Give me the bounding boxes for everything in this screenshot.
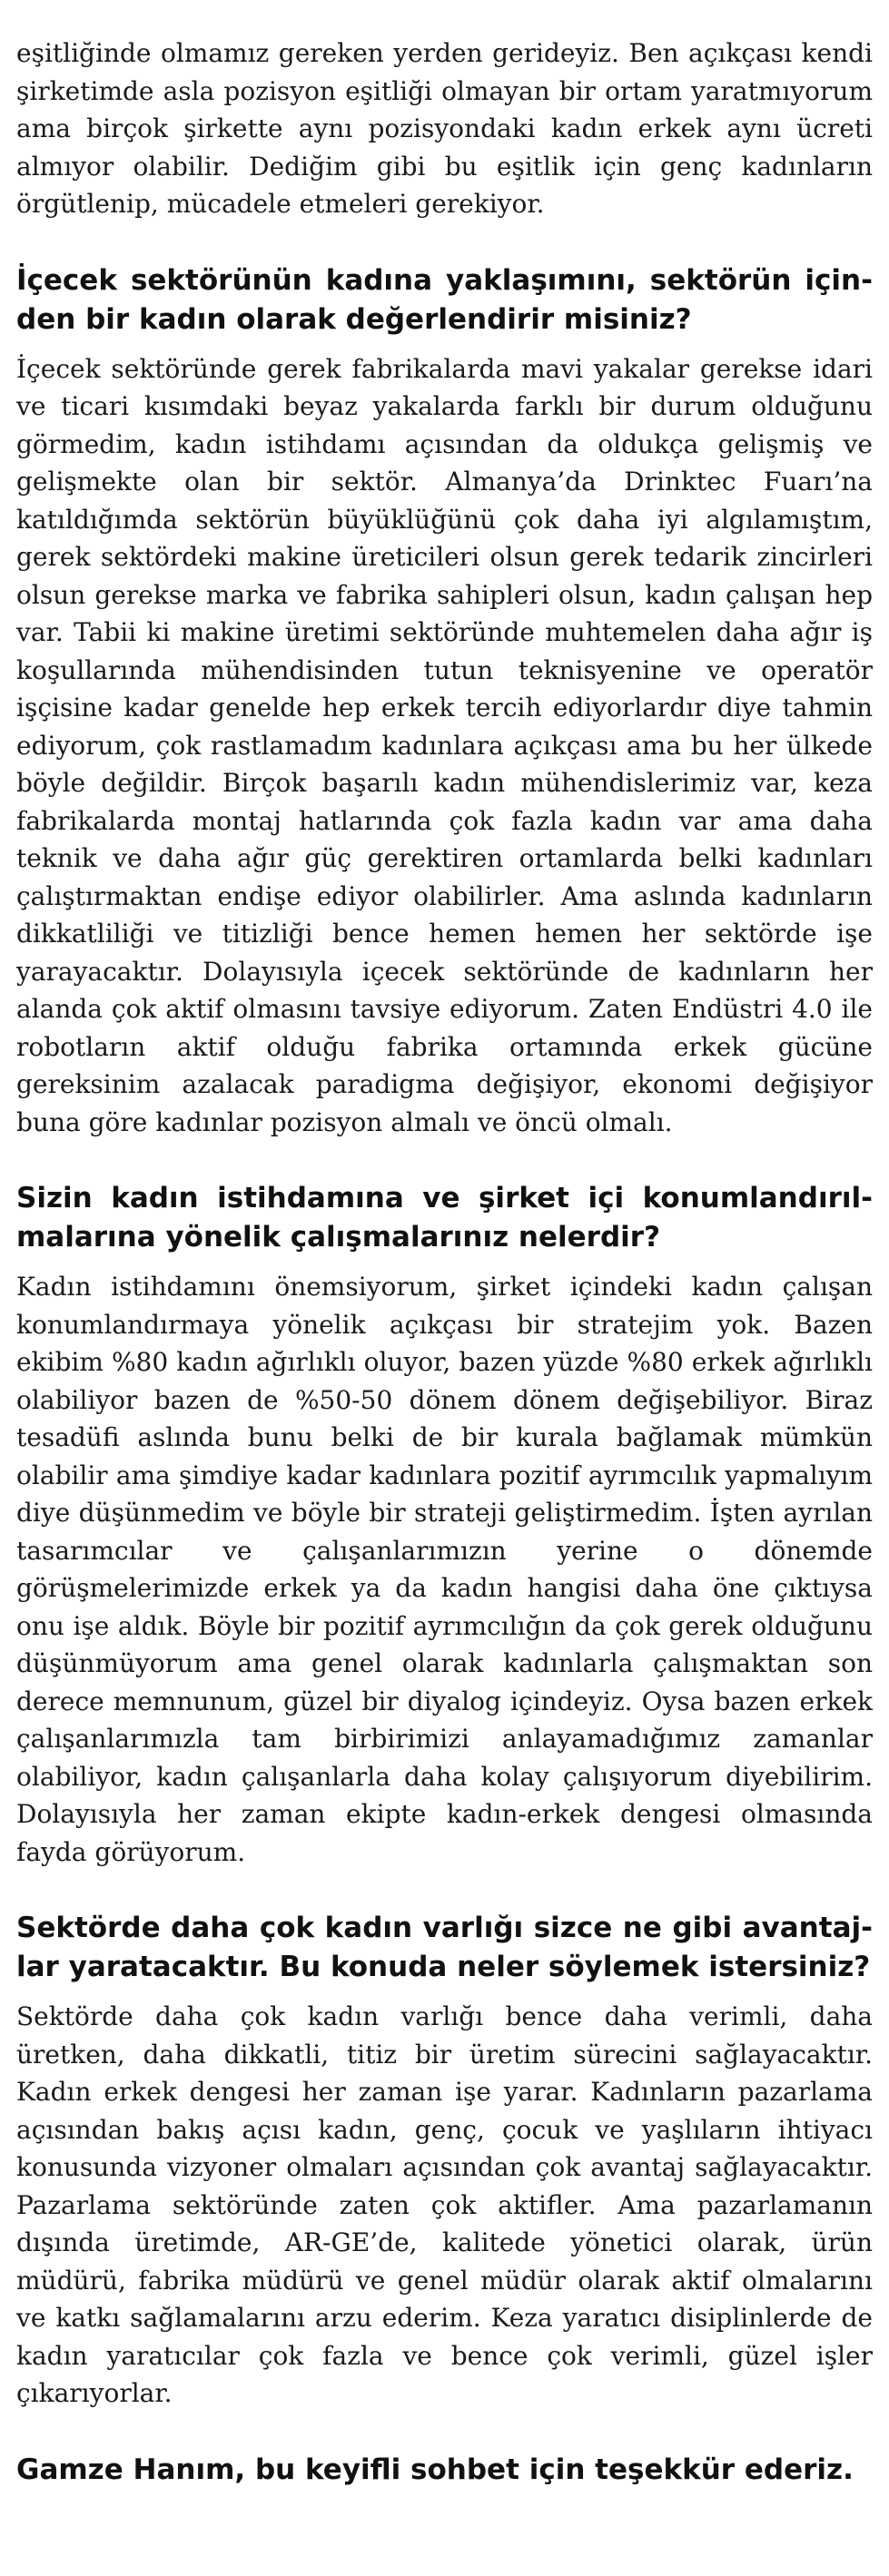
qa-section-1 xyxy=(16,261,873,1142)
answer-paragraph-2: Kadın istihdamını önemsiyorum, şirket içindeki kadın çalışan konumlandırmaya yönelik açıkçası bir stratejim yok. Bazen ekibim %80 kadın ağırlıklı oluyor, bazen yüzde %80 erkek ağırlıklı olabiliyor bazen de %50-50 dönem dönem değişebiliyor. Biraz tesadüfi aslında bunu belki de bir kurala bağlamak mümkün olabilir ama şimdiye kadar kadınlara pozitif ayrımcılık yapmalıyım diye düşünmedim ve böyle bir strateji geliştirmedim. İşten ayrılan tasarımcılar ve çalışanlarımızın yerine o dönemde görüşmelerimizde erkek ya da kadın hangisi daha öne çıktıysa onu işe aldık. Böyle bir pozitif ayrımcılığın da çok gerek olduğunu düşünmüyorum ama genel olarak kadınlarla çalışmaktan son derece memnunum, güzel bir diyalog içindeyiz. Oysa bazen erkek çalışanlarımızla tam birbirimizi anlayamadığımız zamanlar olabiliyor, kadın çalışanlarla daha kolay çalışıyorum diyebilirim. Dolayısıyla her zaman ekipte kadın-erkek dengesi olmasında fayda görüyorum. xyxy=(16,1272,873,1867)
question-heading-2: Sizin kadın istihdamına ve şirket içi konumlandırılmalarına yönelik çalışmalarınız nelerdir? xyxy=(16,1182,873,1254)
qa-section-2 xyxy=(16,1179,873,1871)
qa-section-3 xyxy=(16,1909,873,2413)
question-heading-1: İçecek sektörünün kadına yaklaşımını, sektörün içinden bir kadın olarak değerlendirir misiniz? xyxy=(16,263,873,336)
answer-paragraph-3: Sektörde daha çok kadın varlığı bence daha verimli, daha üretken, daha dikkatli, titiz bir üretim sürecini sağlayacaktır. Kadın erkek dengesi her zaman işe yarar. Kadınların pazarlama açısından bakış açısı kadın, genç, çocuk ve yaşlıların ihtiyacı konusunda vizyoner olmaları açısından çok avantaj sağlayacaktır. Pazarlama sektöründe zaten çok aktifler. Ama pazarlamanın dışında üretimde, AR-GE’de, kalitede yönetici olarak, ürün müdürü, fabrika müdürü ve genel müdür olarak aktif olmalarını ve katkı sağlamalarını arzu ederim. Keza yaratıcı disiplinlerde de kadın yaratıcılar çok fazla ve bence çok verimli, güzel işler çıkarıyorlar. xyxy=(16,2001,873,2408)
answer-paragraph-1: İçecek sektöründe gerek fabrikalarda mavi yakalar gerekse idari ve ticari kısımdaki beyaz yakalarda farklı bir durum olduğunu görmedim, kadın istihdamı açısından da oldukça gelişmiş ve gelişmekte olan bir sektör. Almanya’da Drinktec Fuarı’na katıldığımda sektörün büyüklüğünü çok daha iyi algılamıştım, gerek sektördeki makine üreticileri olsun gerek tedarik zincirleri olsun gerekse marka ve fabrika sahipleri olsun, kadın çalışan hep var. Tabii ki makine üretimi sektöründe muhtemelen daha ağır iş koşullarında mühendisinden tutun teknisyenine ve operatör işçisine kadar genelde hep erkek tercih ediyorlardır diye tahmin ediyorum, çok rastlamadım kadınlara açıkçası ama bu her ülkede böyle değildir. Birçok başarılı kadın mühendislerimiz var, keza fabrikalarda montaj hatlarında çok fazla kadın var ama daha teknik ve daha ağır güç gerektiren ortamlarda belki kadınları çalıştırmaktan endişe ediyor olabilirler. Ama aslında kadınların dikkatliliği ve titizliği bence hemen hemen her sektörde işe yarayacaktır. Dolayısıyla içecek sektöründe de kadınların her alanda çok aktif olmasını tavsiye ediyorum. Zaten Endüstri 4.0 ile robotların aktif olduğu fabrika ortamında erkek gücüne gereksinim azalacak paradigma değişiyor, ekonomi değişiyor buna göre kadınlar pozisyon almalı ve öncü olmalı. xyxy=(16,353,873,1137)
question-heading-3: Sektörde daha çok kadın varlığı sizce ne gibi avantajlar yaratacaktır. Bu konuda neler söylemek istersiniz? xyxy=(16,1912,873,1983)
intro-paragraph: eşitliğinde olmamız gereken yerden gerideyiz. Ben açıkçası kendi şirketimde asla pozisyon eşitliği olmayan bir ortam yaratmıyorum ama birçok şirkette aynı pozisyondaki kadın erkek aynı ücreti almıyor olabilir. Dediğim gibi bu eşitlik için genç kadınların örgütlenip, mücadele etmeleri gerekiyor. xyxy=(16,38,873,219)
closing-heading: Gamze Hanım, bu keyifli sohbet için teşekkür ederiz. xyxy=(16,2453,854,2486)
